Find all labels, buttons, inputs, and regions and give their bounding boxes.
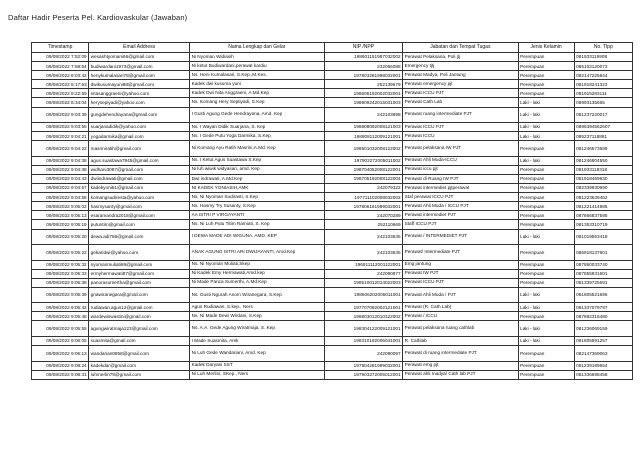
cell-position: Perawat pelaksana IW PJT (403, 141, 518, 157)
cell-phone: 0895394562607 (574, 123, 632, 132)
table-row (32, 211, 633, 220)
cell-name: Ni Kadek Emy Hermawati,Amd.kep (190, 269, 325, 278)
cell-nip: 198704052008122001 (324, 165, 402, 174)
cell-name: AA ISTRI P VIRGAYANTI (190, 211, 325, 220)
cell-timestamp: 09/08/2022 9:04:38 (32, 165, 89, 174)
cell-phone: 081337079797 (574, 303, 632, 312)
cell-nip: 198601151987032002 (324, 53, 402, 62)
cell-gender: Perempuan (518, 193, 574, 202)
cell-gender: Perempuan (518, 260, 574, 269)
cell-position: Perawat ahli madya/ Cath lab PJT (403, 370, 518, 379)
cell-position: Perawat (R. Cath Lab) (403, 303, 518, 312)
cell-timestamp: 09/08/2022 9:04:43 (32, 174, 89, 183)
cell-gender: Perempuan (518, 62, 574, 71)
cell-timestamp: 09/08/2022 9:05:38 (32, 278, 89, 287)
cell-nip: 198606202005011001 (324, 287, 402, 303)
table-row (32, 71, 633, 80)
cell-position: Emg jantung (403, 260, 518, 269)
cell-email: dewa.adi786@gmail.com (89, 229, 190, 245)
cell-phone: 081805591257 (574, 336, 632, 345)
cell-timestamp: 09/08/2022 9:04:22 (32, 141, 89, 157)
cell-phone: 081246804550 (574, 156, 632, 165)
cell-nip: 198304122009121001 (324, 321, 402, 337)
cell-phone: 087860033740 (574, 260, 632, 269)
cell-phone: 082339930690 (574, 184, 632, 193)
cell-name: Ni Made Panca Sumerthi, A.Md.Kep (190, 278, 325, 287)
cell-email: nitasanggraeni@yahoo.com (89, 89, 190, 98)
cell-gender: Perempuan (518, 184, 574, 193)
cell-email: agungwiratmaja123@gmail.com (89, 321, 190, 337)
cell-position: Perawat Ahli Muda / ICCU PJT (403, 202, 518, 211)
cell-phone: 08993135665 (574, 98, 632, 107)
cell-position: Staff ICCU PJT (403, 220, 518, 229)
cell-timestamp: 09/08/2022 9:05:33 (32, 269, 89, 278)
cell-nip: 242103898 (324, 107, 402, 123)
cell-position: Perawat ruang intermediate PJT (403, 107, 518, 123)
cell-gender: Perempuan (518, 165, 574, 174)
cell-nip: 197707092002121001 (324, 303, 402, 312)
table-row (32, 123, 633, 132)
column-header-nip: NIP /NPP (324, 43, 402, 53)
cell-timestamp: 09/08/2022 9:05:13 (32, 211, 89, 220)
cell-phone: 081933118318 (574, 165, 632, 174)
cell-position: Perawat ICCU PJT (403, 89, 518, 98)
cell-position: Perawat / ICCU (403, 312, 518, 321)
cell-email: hasmysanty@gmail.com (89, 202, 190, 211)
cell-position: Perawat Cath Lab (403, 98, 518, 107)
cell-gender: Perempuan (518, 141, 574, 157)
cell-nip: 242090877 (324, 269, 402, 278)
cell-nip: 242103635 (324, 245, 402, 261)
cell-name: Ni luh wiwik widyasari, amd. Kep (190, 165, 325, 174)
cell-timestamp: 09/08/2022 9:05:39 (32, 287, 89, 303)
cell-name: I DEWA MADE ADI WIGUNA, AMD. KEP (190, 229, 325, 245)
cell-phone: 081221414985 (574, 202, 632, 211)
table-row (32, 174, 633, 183)
cell-timestamp: 09/08/2022 9:05:22 (32, 245, 89, 261)
cell-position: R. Cathlab (403, 336, 518, 345)
cell-nip: 242090097 (324, 346, 402, 362)
cell-gender: Perempuan (518, 80, 574, 89)
cell-email: suasmita@gmail.com (89, 336, 190, 345)
cell-position: Perawat intermediet PJT (403, 211, 518, 220)
cell-email: gnawiranegara@gmail.com (89, 287, 190, 303)
cell-nip: 197902272005011002 (324, 156, 402, 165)
cell-timestamp: 09/08/2022 9:03:39 (32, 107, 89, 123)
cell-email: gungdehendrayana@gmail.com (89, 107, 190, 123)
cell-email: wesashtyomani66@gmail.com (89, 53, 190, 62)
cell-timestamp: 09/08/2022 7:52:09 (32, 53, 89, 62)
cell-email: widhani3087@gmail.com (89, 165, 190, 174)
cell-nip: 198803012010122002 (324, 312, 402, 321)
cell-position: Perawat ICCU PJT (403, 123, 518, 132)
cell-timestamp: 09/08/2022 9:05:02 (32, 202, 89, 211)
cell-nip: 252139679 (324, 80, 402, 89)
cell-nip: 198606192002032001 (324, 89, 402, 98)
cell-nip: 198909242015031003 (324, 98, 402, 107)
cell-gender: Laki - laki (518, 98, 574, 107)
table-row (32, 278, 633, 287)
table-row (32, 321, 633, 337)
cell-timestamp: 09/08/2022 9:05:19 (32, 220, 89, 229)
cell-position: Perawat di ruang intermediate PJT (403, 346, 518, 362)
cell-nip: 198310192006041001 (324, 336, 402, 345)
cell-gender: Perempuan (518, 361, 574, 370)
table-row (32, 370, 633, 379)
cell-email: esaramandra2018@gmail.com (89, 211, 190, 220)
cell-gender: Perempuan (518, 174, 574, 183)
cell-phone: 081339725691 (574, 278, 632, 287)
cell-gender: Perempuan (518, 53, 574, 62)
cell-timestamp: 09/08/2022 9:05:42 (32, 303, 89, 312)
cell-email: kadekyoni61@gmail.com (89, 184, 190, 193)
cell-phone: 081353310719 (574, 220, 632, 229)
cell-email: panorasumertha@gmail.com (89, 278, 190, 287)
cell-gender: Perempuan (518, 245, 574, 261)
cell-name: I Made Suasmita, Amk (190, 336, 325, 345)
cell-nip: 198808092008121003 (324, 123, 402, 132)
cell-phone: 081918241323 (574, 80, 632, 89)
cell-phone: 087866837595 (574, 211, 632, 220)
cell-phone: 082147369063 (574, 346, 632, 362)
table-row (32, 245, 633, 261)
cell-email: herysepiyadi@yahoo.com (89, 98, 190, 107)
cell-nip: 197806161999032001 (324, 202, 402, 211)
cell-timestamp: 09/08/2022 8:03:42 (32, 71, 89, 80)
cell-position: Perawat ICCU PJT (403, 278, 518, 287)
cell-position: Perawat / INTERMEDIET PJT (403, 229, 518, 245)
cell-position: Perawat Madya, Poli Jantung (403, 71, 518, 80)
cell-phone: 087855831601 (574, 269, 632, 278)
cell-name: Ns. Heni Kumalasari, S.Kep.,M.Kes. (190, 71, 325, 80)
cell-name: Ni Nyoman Widiasih (190, 53, 325, 62)
table-row (32, 98, 633, 107)
cell-timestamp: 09/08/2022 9:05:55 (32, 321, 89, 337)
cell-timestamp: 09/08/2022 9:05:20 (32, 229, 89, 245)
cell-name: NI KADEK YONIASIH,AMK (190, 184, 325, 193)
table-row (32, 62, 633, 71)
cell-name: Ni Luh Merlini, SKep., Ners (190, 370, 325, 379)
cell-name: Ns. I Ketut Agus Suastawa S.Kep (190, 156, 325, 165)
table-row (32, 260, 633, 269)
cell-position: Perawat iccu pjt (403, 165, 518, 174)
cell-timestamp: 09/08/2022 8:34:04 (32, 98, 89, 107)
cell-gender: Perempuan (518, 211, 574, 220)
cell-timestamp: 09/08/2022 8:22:59 (32, 89, 89, 98)
cell-name: Ni ketut Budiwardani,perawat kardiu (190, 62, 325, 71)
cell-position: Perawat Ahli Muda-ICCU (403, 156, 518, 165)
cell-gender: Perempuan (518, 278, 574, 287)
cell-name: Ns. Ni Nyoman Sudirasti, S.Kep (190, 193, 325, 202)
cell-gender: Perempuan (518, 71, 574, 80)
cell-timestamp: 09/08/2022 9:08:24 (32, 361, 89, 370)
cell-name: Kadek dwi kusuma yuni (190, 80, 325, 89)
column-header-position: Jabatan dan Tempat Tugas (403, 43, 518, 53)
cell-nip: 196911112001122001 (324, 260, 402, 269)
table-row (32, 89, 633, 98)
table-row (32, 107, 633, 123)
cell-position: Emergency tjtj (403, 62, 518, 71)
cell-timestamp: 09/08/2022 9:04:58 (32, 193, 89, 202)
cell-email: yogadarmika@gmail.com (89, 132, 190, 141)
cell-email: luhmerlin79@gmail.com (89, 370, 190, 379)
table-row (32, 229, 633, 245)
cell-phone: 081223639462 (574, 193, 632, 202)
cell-name: Ns. Ni Luh Putu Titim Ramiati, S. Kep (190, 220, 325, 229)
table-row (32, 312, 633, 321)
cell-email: kadekdar@gmail.com (89, 361, 190, 370)
cell-phone: 082147225844 (574, 71, 632, 80)
cell-nip: 197904281999032001 (324, 361, 402, 370)
cell-nip: 197903272005012001 (324, 370, 402, 379)
cell-position: Perawat emg pjt (403, 361, 518, 370)
cell-position: Perawat ICCU (403, 132, 518, 141)
cell-phone: 081933119908 (574, 53, 632, 62)
cell-timestamp: 09/08/2022 9:04:38 (32, 156, 89, 165)
cell-phone: 087882318480 (574, 312, 632, 321)
table-row (32, 269, 633, 278)
table-row (32, 132, 633, 141)
cell-phone: 081336698458 (574, 370, 632, 379)
column-header-gender: Jenis Kelamin (518, 43, 574, 53)
cell-phone: 081237220017 (574, 107, 632, 123)
cell-name: Ns. Ni Nyoman Muliati,Skep (190, 260, 325, 269)
cell-timestamp: 09/08/2022 9:05:48 (32, 312, 89, 321)
cell-phone: 081236069159 (574, 321, 632, 337)
cell-email: wandarian0858@gmail.com (89, 346, 190, 362)
cell-timestamp: 09/08/2022 7:58:54 (32, 62, 89, 71)
cell-email: dwiindrawati@gmail.com (89, 174, 190, 183)
cell-phone: 081805521696 (574, 287, 632, 303)
cell-name: Ni Luh Gede Wandariani, Amd. Kep (190, 346, 325, 362)
cell-name: Ns. Ni Made Dewi Wirdani, S.Kep (190, 312, 325, 321)
cell-gender: Perempuan (518, 202, 574, 211)
table-row (32, 53, 633, 62)
cell-gender: Perempuan (518, 346, 574, 362)
header-row (32, 43, 633, 53)
table-row (32, 202, 633, 211)
cell-position: Perawat Ahli Muda / PJT (403, 287, 518, 303)
cell-name: ANAK AGUNG ISTRI ARI DWIJAYANTI, Amd.Kep (190, 245, 325, 261)
cell-gender: Perempuan (518, 312, 574, 321)
cell-email: ermyhermawati87@gmail.com (89, 269, 190, 278)
cell-name: Ns. Komang Hery Septiyadi, S.Kep (190, 98, 325, 107)
cell-nip: 197803281998032001 (324, 71, 402, 80)
cell-phone: 085918137601 (574, 245, 632, 261)
cell-name: Ns. A.A. Gede Agung Wiratmaja, S. Kep (190, 321, 325, 337)
column-header-name: Nama Lengkap dan Gelar (190, 43, 325, 53)
cell-timestamp: 09/08/2022 9:04:57 (32, 184, 89, 193)
table-body (32, 53, 633, 380)
cell-nip: 198705192008122004 (324, 174, 402, 183)
cell-nip: 242103635 (324, 229, 402, 245)
cell-position: Perawat pelaksana ruang cathlab (403, 321, 518, 337)
table-row (32, 80, 633, 89)
table-row (32, 193, 633, 202)
column-header-email: Email Address (89, 43, 190, 53)
cell-position: Perawat emergency pjt (403, 80, 518, 89)
cell-phone: 081915283111 (574, 89, 632, 98)
cell-position: Perawat di Ruang IW PJT (403, 174, 518, 183)
cell-gender: Perempuan (518, 269, 574, 278)
cell-name: I Gusti Agung Gede Hendrayana, Amd. Kep (190, 107, 325, 123)
cell-name: Ns. I Wayan Didik Suarjana, S. Kep (190, 123, 325, 132)
cell-gender: Laki - laki (518, 229, 574, 245)
table-row (32, 141, 633, 157)
table-row (32, 220, 633, 229)
cell-gender: Perempuan (518, 220, 574, 229)
cell-name: Dwi indrawati, A.Md.Kep (190, 174, 325, 183)
cell-position: Perawat Pelaksana, Poli jtj (403, 53, 518, 62)
cell-nip: 198510012014022003 (324, 278, 402, 287)
cell-position: Perawat intermediet pjtperawat (403, 184, 518, 193)
cell-position: Staf perawat ICCU PJT (403, 193, 518, 202)
cell-nip: 242070289 (324, 211, 402, 220)
cell-gender: Laki - laki (518, 303, 574, 312)
cell-gender: Laki - laki (518, 321, 574, 337)
cell-timestamp: 09/08/2022 9:05:32 (32, 260, 89, 269)
table-row (32, 156, 633, 165)
cell-name: Kadek Daryani SST (190, 361, 325, 370)
table-row (32, 336, 633, 345)
cell-name: Ns. Gusti Ngurah Anom Wiranegara, S.Kep (190, 287, 325, 303)
cell-timestamp: 09/08/2022 9:08:31 (32, 370, 89, 379)
cell-gender: Laki - laki (518, 107, 574, 123)
page-title: Daftar Hadir Peserta Pel. Kardiovaskular (Jawaban) (8, 13, 188, 22)
cell-nip: 252110669 (324, 220, 402, 229)
cell-phone: 081246573699 (574, 141, 632, 157)
cell-email: suarjanadidik@yahoo.com (89, 123, 190, 132)
cell-phone: 081019553418 (574, 229, 632, 245)
cell-email: puturitim@gmail.com (89, 220, 190, 229)
cell-phone: 085102120073 (574, 62, 632, 71)
cell-email: masriniratih@gmail.com (89, 141, 190, 157)
cell-gender: Laki - laki (518, 336, 574, 345)
table-row (32, 303, 633, 312)
cell-email: dwikusumayuni88@gmail.com (89, 80, 190, 89)
cell-phone: 081918469630 (574, 174, 632, 183)
cell-email: komangsudiresta@yahoo.com (89, 193, 190, 202)
cell-timestamp: 09/08/2022 9:06:05 (32, 336, 89, 345)
cell-phone: 085237118881 (574, 132, 632, 141)
cell-gender: Laki - laki (518, 123, 574, 132)
cell-email: rudiawan.agus12@gmail.com (89, 303, 190, 312)
cell-name: Kadek Dwi Nita Anggraeni, A.Md.Kep (190, 89, 325, 98)
table-row (32, 165, 633, 174)
cell-nip: 198908112009121001 (324, 132, 402, 141)
cell-email: budiwardani1973@gmail.com (89, 62, 190, 71)
cell-gender: Perempuan (518, 89, 574, 98)
cell-phone: 081239189654 (574, 361, 632, 370)
cell-email: henykumalasari78@gmail.com (89, 71, 190, 80)
table-row (32, 287, 633, 303)
cell-nip: 198501032008122002 (324, 141, 402, 157)
cell-email: wardewiswastini@gmail.com (89, 312, 190, 321)
cell-gender: Laki - laki (518, 132, 574, 141)
cell-nip: 197711102008032002 (324, 193, 402, 202)
cell-gender: Laki - laki (518, 156, 574, 165)
table-row (32, 346, 633, 362)
cell-position: Perawat IW PJT (403, 269, 518, 278)
cell-gender: Perempuan (518, 370, 574, 379)
column-header-timestamp: Timestamp (32, 43, 89, 53)
attendance-table (31, 42, 633, 380)
table-row (32, 361, 633, 370)
cell-timestamp: 09/08/2022 8:17:53 (32, 80, 89, 89)
table-row (32, 184, 633, 193)
column-header-phone: No. Tlpp (574, 43, 632, 53)
cell-nip: 232066088 (324, 62, 402, 71)
cell-email: nyomanmuliati69@gmail.com (89, 260, 190, 269)
cell-name: Ns. I Gede Putu Yoga Darmika, S.Kep (190, 132, 325, 141)
cell-name: Agus Rudiawan, S.kep., Ners (190, 303, 325, 312)
cell-nip: 242079322 (324, 184, 402, 193)
cell-gender: Laki - laki (518, 287, 574, 303)
cell-position: Perawat/ Intermediate PJT (403, 245, 518, 261)
cell-timestamp: 09/08/2022 9:06:13 (32, 346, 89, 362)
cell-timestamp: 09/08/2022 9:04:21 (32, 132, 89, 141)
cell-name: Ni Komang Ayu Ratih Masrini,A.Md. Kep (190, 141, 325, 157)
cell-timestamp: 09/08/2022 9:03:55 (32, 123, 89, 132)
cell-email: gekaridwi@yahoo.com (89, 245, 190, 261)
cell-name: Ns. Hasmy Try Susanty, S.Kep (190, 202, 325, 211)
cell-email: agus.suastawa7945@gmail.com (89, 156, 190, 165)
